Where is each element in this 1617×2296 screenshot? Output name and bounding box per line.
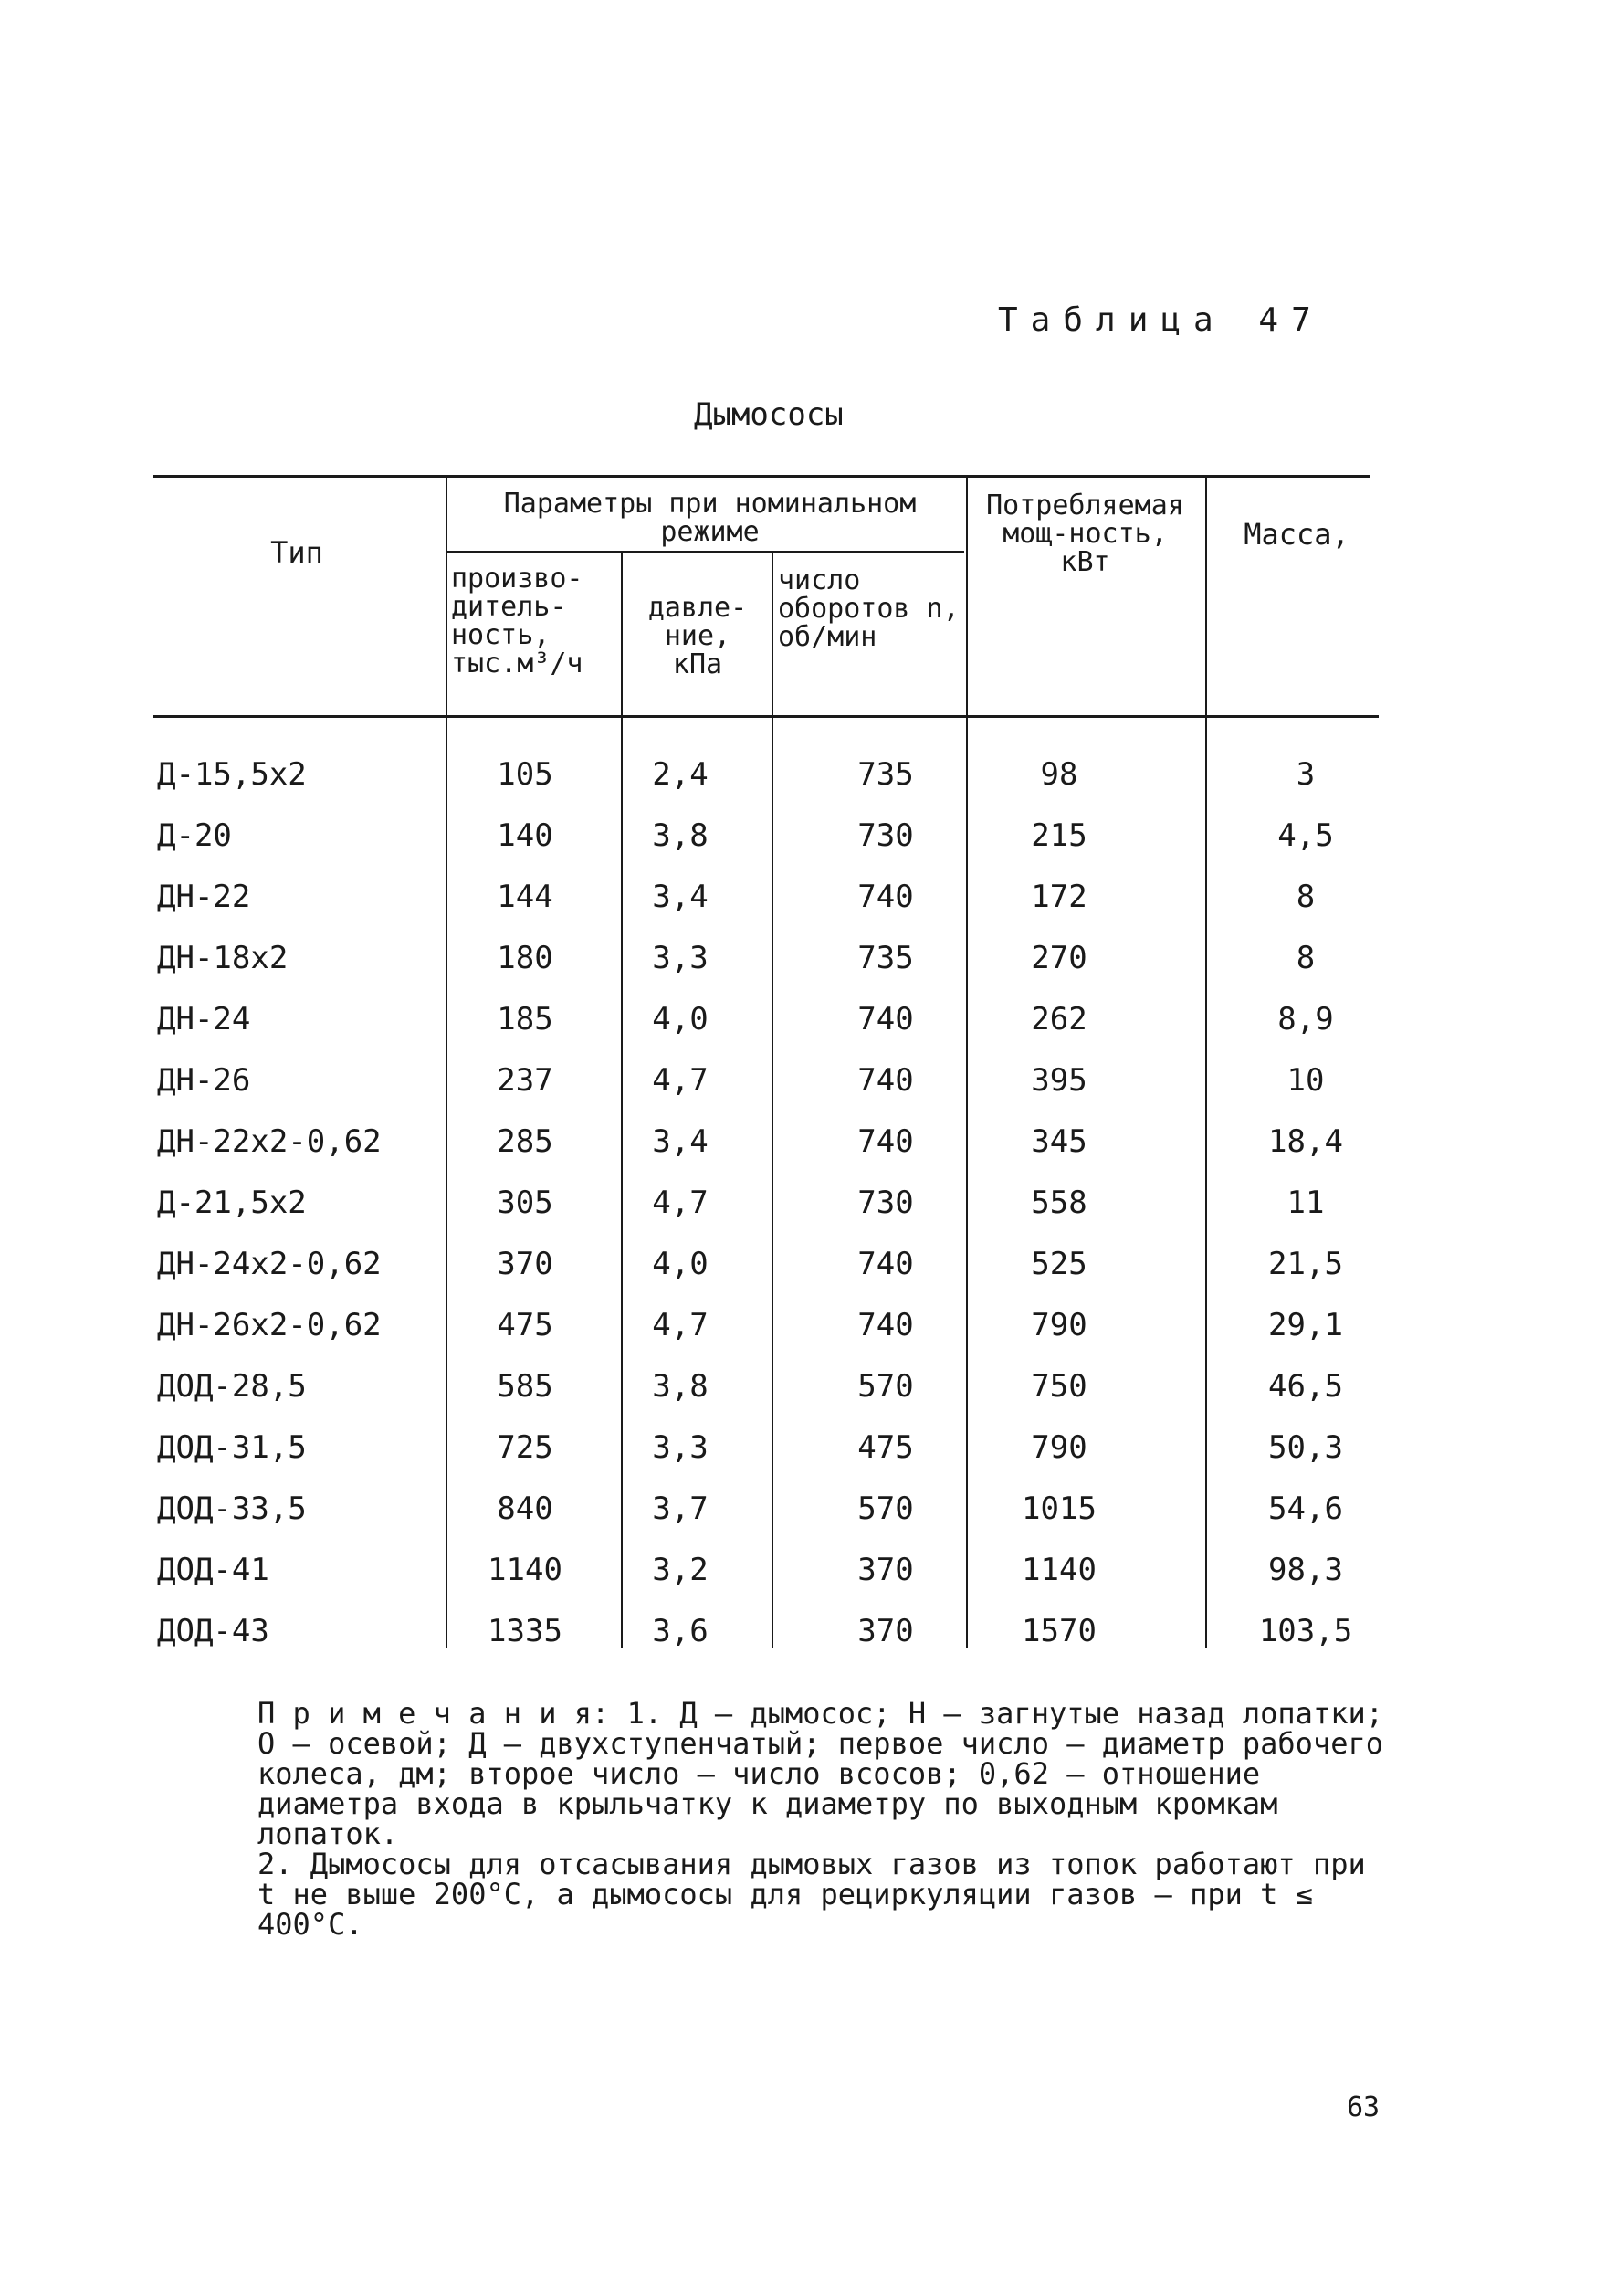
cell-rpm: 735 [857,756,914,793]
cell-power: 558 [1031,1185,1087,1221]
cell-mass: 3 [1296,756,1316,793]
cell-productivity: 105 [497,756,553,793]
table-row [155,879,1379,937]
cell-mass: 50,3 [1268,1429,1343,1466]
table-caption: Таблица 47 [998,301,1324,339]
cell-productivity: 180 [497,940,553,976]
table-row [155,1368,1379,1427]
cell-power: 525 [1031,1246,1087,1282]
cell-pressure: 3,6 [652,1613,709,1649]
cell-productivity: 585 [497,1368,553,1405]
table-row [155,1490,1379,1549]
header-productivity: произво-дитель-ность, тыс.м³/ч [451,563,583,679]
cell-power: 750 [1031,1368,1087,1405]
cell-rpm: 740 [857,1123,914,1160]
cell-rpm: 740 [857,1001,914,1037]
cell-power: 270 [1031,940,1087,976]
cell-type: ДН-24х2-0,62 [157,1246,382,1282]
cell-pressure: 3,3 [652,940,709,976]
cell-productivity: 305 [497,1185,553,1221]
cell-pressure: 2,4 [652,756,709,793]
cell-rpm: 740 [857,1246,914,1282]
table-top-rule [153,475,1370,478]
cell-rpm: 475 [857,1429,914,1466]
cell-power: 345 [1031,1123,1087,1160]
table-row [155,1062,1379,1121]
cell-pressure: 3,8 [652,1368,709,1405]
cell-rpm: 730 [857,817,914,854]
notes-section [166,1696,1402,1942]
cell-power: 262 [1031,1001,1087,1037]
cell-mass: 103,5 [1258,1613,1353,1649]
cell-productivity: 725 [497,1429,553,1466]
cell-power: 790 [1031,1307,1087,1343]
cell-pressure: 3,4 [652,879,709,915]
table-row [155,1429,1379,1488]
cell-type: ДН-22х2-0,62 [157,1123,382,1160]
cell-productivity: 840 [497,1490,553,1527]
cell-mass: 8 [1296,879,1316,915]
cell-mass: 18,4 [1268,1123,1343,1160]
cell-type: ДН-26х2-0,62 [157,1307,382,1343]
table-row [155,1552,1379,1610]
cell-type: ДОД-31,5 [157,1429,307,1466]
cell-type: Д-15,5х2 [157,756,307,793]
cell-mass: 8,9 [1277,1001,1334,1037]
header-power: Потребляемая мощ-ность, кВт [986,490,1184,578]
cell-pressure: 3,4 [652,1123,709,1160]
table-row [155,756,1379,815]
cell-pressure: 4,7 [652,1062,709,1099]
cell-power: 790 [1031,1429,1087,1466]
cell-productivity: 140 [497,817,553,854]
cell-type: ДН-26 [157,1062,251,1099]
table-title: Дымососы [694,396,844,433]
table-row [155,817,1379,876]
cell-mass: 46,5 [1268,1368,1343,1405]
header-bottom-rule [153,715,1379,718]
cell-rpm: 730 [857,1185,914,1221]
note-2: 2. Дымососы для отсасывания дымовых газов из топок работают при t не выше 200°С, а дымососы для рециркуляции газов – при t ≤ 400°С. [257,1847,1383,1942]
cell-productivity: 185 [497,1001,553,1037]
cell-pressure: 3,3 [652,1429,709,1466]
cell-rpm: 740 [857,1062,914,1099]
cell-pressure: 4,7 [652,1185,709,1221]
page-number: 63 [1347,2091,1381,2123]
cell-power: 215 [1031,817,1087,854]
cell-mass: 21,5 [1268,1246,1343,1282]
cell-productivity: 237 [497,1062,553,1099]
cell-power: 1015 [1022,1490,1097,1527]
cell-mass: 10 [1286,1062,1325,1099]
cell-rpm: 570 [857,1490,914,1527]
cell-power: 1570 [1022,1613,1097,1649]
cell-rpm: 370 [857,1613,914,1649]
note-1: П р и м е ч а н и я: 1. Д – дымосос; Н – загнутые назад лопатки; О – осевой; Д – двухступенчатый; первое число – диаметр рабочего колеса, дм; второе число – число всосов; 0,62 – отношение диаметра входа в крыльчатку к диаметру по выходным кромкам лопаток. [257,1696,1402,1851]
table-row [155,1613,1379,1671]
header-pressure: давле-ние, кПа [647,592,748,680]
table-row [155,1185,1379,1243]
cell-mass: 11 [1286,1185,1325,1221]
cell-type: ДОД-28,5 [157,1368,307,1405]
cell-productivity: 1140 [488,1552,562,1588]
cell-type: Д-21,5х2 [157,1185,307,1221]
cell-rpm: 735 [857,940,914,976]
cell-productivity: 285 [497,1123,553,1160]
cell-type: ДОД-43 [157,1613,269,1649]
cell-type: ДОД-33,5 [157,1490,307,1527]
table-row [155,1307,1379,1365]
header-sub-rule [446,551,964,553]
cell-mass: 8 [1296,940,1316,976]
cell-rpm: 370 [857,1552,914,1588]
cell-pressure: 3,7 [652,1490,709,1527]
cell-productivity: 1335 [488,1613,562,1649]
cell-mass: 98,3 [1268,1552,1343,1588]
cell-power: 172 [1031,879,1087,915]
cell-rpm: 570 [857,1368,914,1405]
cell-type: ДН-18х2 [157,940,289,976]
table-row [155,940,1379,998]
cell-mass: 54,6 [1268,1490,1343,1527]
cell-power: 395 [1031,1062,1087,1099]
cell-productivity: 144 [497,879,553,915]
header-params-group: Параметры при номинальном режиме [503,488,917,548]
cell-pressure: 3,2 [652,1552,709,1588]
cell-rpm: 740 [857,879,914,915]
header-type: Тип [270,535,323,570]
cell-productivity: 475 [497,1307,553,1343]
cell-pressure: 4,0 [652,1001,709,1037]
header-rpm: число оборотов n, об/мин [778,564,960,653]
header-mass: Масса, [1244,517,1349,552]
cell-productivity: 370 [497,1246,553,1282]
cell-type: ДОД-41 [157,1552,269,1588]
table-row [155,1246,1379,1304]
cell-power: 98 [1040,756,1078,793]
cell-type: Д-20 [157,817,232,854]
cell-rpm: 740 [857,1307,914,1343]
cell-pressure: 3,8 [652,817,709,854]
cell-power: 1140 [1022,1552,1097,1588]
cell-pressure: 4,7 [652,1307,709,1343]
cell-mass: 4,5 [1277,817,1334,854]
cell-pressure: 4,0 [652,1246,709,1282]
table-row [155,1001,1379,1059]
cell-type: ДН-22 [157,879,251,915]
cell-mass: 29,1 [1268,1307,1343,1343]
table-row [155,1123,1379,1182]
cell-type: ДН-24 [157,1001,251,1037]
